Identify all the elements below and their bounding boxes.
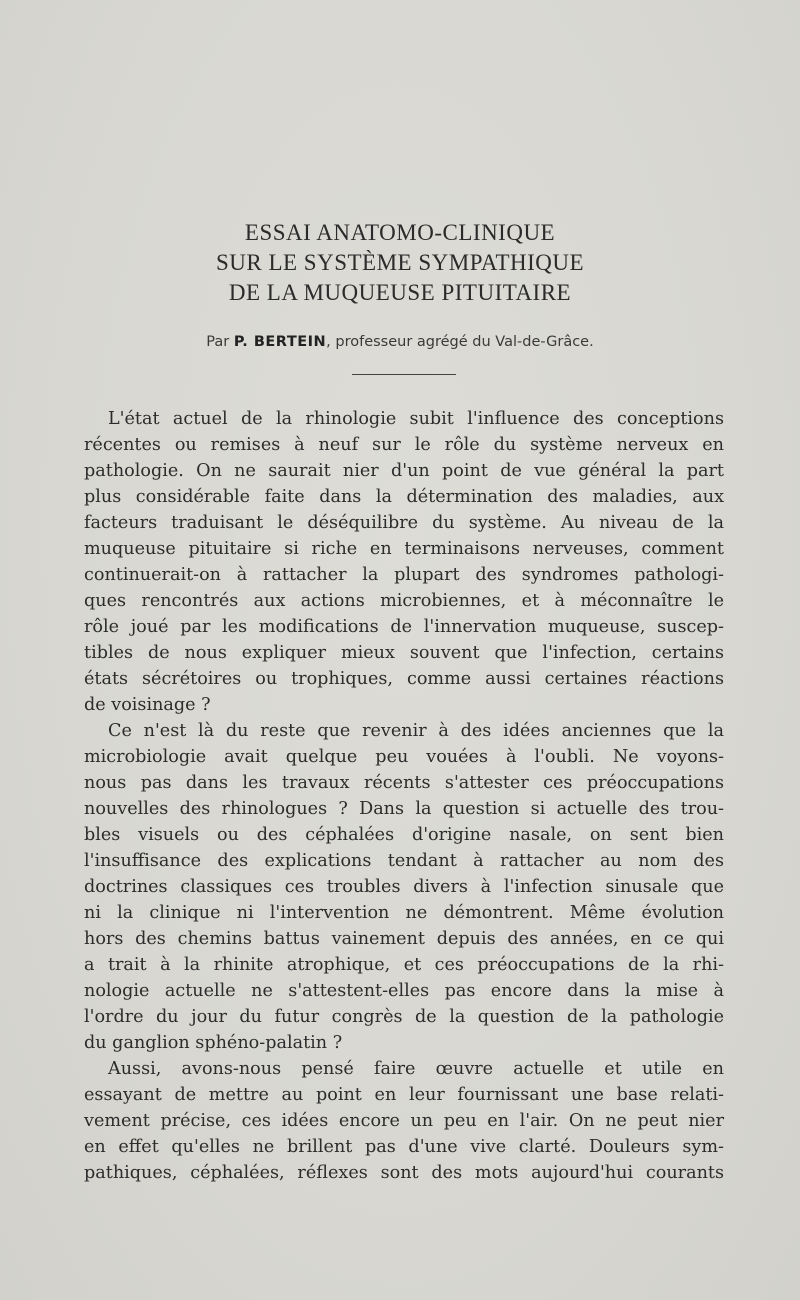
text-line: tibles de nous expliquer mieux souvent que l'infection, certains [84, 643, 724, 663]
text-line: l'insuffisance des explications tendant à rattacher au nom des [84, 851, 724, 871]
separator-rule [352, 374, 456, 375]
title-line: DE LA MUQUEUSE PITUITAIRE [228, 280, 572, 305]
text-line: essayant de mettre au point en leur fournissant une base relati- [84, 1085, 724, 1105]
text-line: doctrines classiques ces troubles divers à l'infection sinusale que [84, 877, 724, 897]
byline-prefix: Par [206, 334, 234, 350]
text-line: bles visuels ou des céphalées d'origine nasale, on sent bien [84, 825, 724, 845]
text-line: ni la clinique ni l'intervention ne démontrent. Même évolution [84, 903, 724, 923]
text-line: en effet qu'elles ne brillent pas d'une vive clarté. Douleurs sym- [84, 1137, 724, 1157]
text-line: Aussi, avons-nous pensé faire œuvre actuelle et utile en [108, 1059, 724, 1079]
text-line: nous pas dans les travaux récents s'attester ces préoccupations [84, 773, 724, 793]
byline [80, 334, 720, 350]
text-line: ques rencontrés aux actions microbiennes, et à méconnaître le [84, 591, 724, 611]
text-line: pathologie. On ne saurait nier d'un point de vue général la part [84, 461, 724, 481]
title-line: ESSAI ANATOMO-CLINIQUE [244, 220, 556, 245]
text-line: récentes ou remises à neuf sur le rôle du système nerveux en [84, 435, 724, 455]
text-line: vement précise, ces idées encore un peu en l'air. On ne peut nier [84, 1111, 724, 1131]
text-line: a trait à la rhinite atrophique, et ces préoccupations de la rhi- [84, 955, 724, 975]
body-text [84, 406, 724, 1186]
text-line: L'état actuel de la rhinologie subit l'influence des conceptions [108, 409, 724, 429]
text-line: rôle joué par les modifications de l'innervation muqueuse, suscep- [84, 617, 724, 637]
text-line: facteurs traduisant le déséquilibre du système. Au niveau de la [84, 513, 724, 533]
text-line: plus considérable faite dans la détermination des maladies, aux [84, 487, 724, 507]
text-line: nologie actuelle ne s'attestent-elles pas encore dans la mise à [84, 981, 724, 1001]
text-line: pathiques, céphalées, réflexes sont des mots aujourd'hui courants [84, 1163, 724, 1183]
text-line: hors des chemins battus vainement depuis des années, en ce qui [84, 929, 724, 949]
byline-author: P. BERTEIN [233, 334, 327, 350]
text-line: muqueuse pituitaire si riche en terminaisons nerveuses, comment [84, 539, 724, 559]
byline-affiliation: , professeur agrégé du Val-de-Grâce. [326, 334, 594, 350]
text-line: continuerait-on à rattacher la plupart des syndromes pathologi- [84, 565, 724, 585]
text-line: du ganglion sphéno-palatin ? [84, 1033, 343, 1053]
text-line: nouvelles des rhinologues ? Dans la question si actuelle des trou- [84, 799, 724, 819]
text-line: Ce n'est là du reste que revenir à des idées anciennes que la [108, 721, 724, 741]
text-line: microbiologie avait quelque peu vouées à l'oubli. Ne voyons- [84, 747, 724, 767]
text-line: de voisinage ? [84, 695, 211, 715]
article-title [80, 218, 720, 308]
title-line: SUR LE SYSTÈME SYMPATHIQUE [215, 250, 585, 275]
text-line: l'ordre du jour du futur congrès de la question de la pathologie [84, 1007, 724, 1027]
text-line: états sécrétoires ou trophiques, comme aussi certaines réactions [84, 669, 724, 689]
